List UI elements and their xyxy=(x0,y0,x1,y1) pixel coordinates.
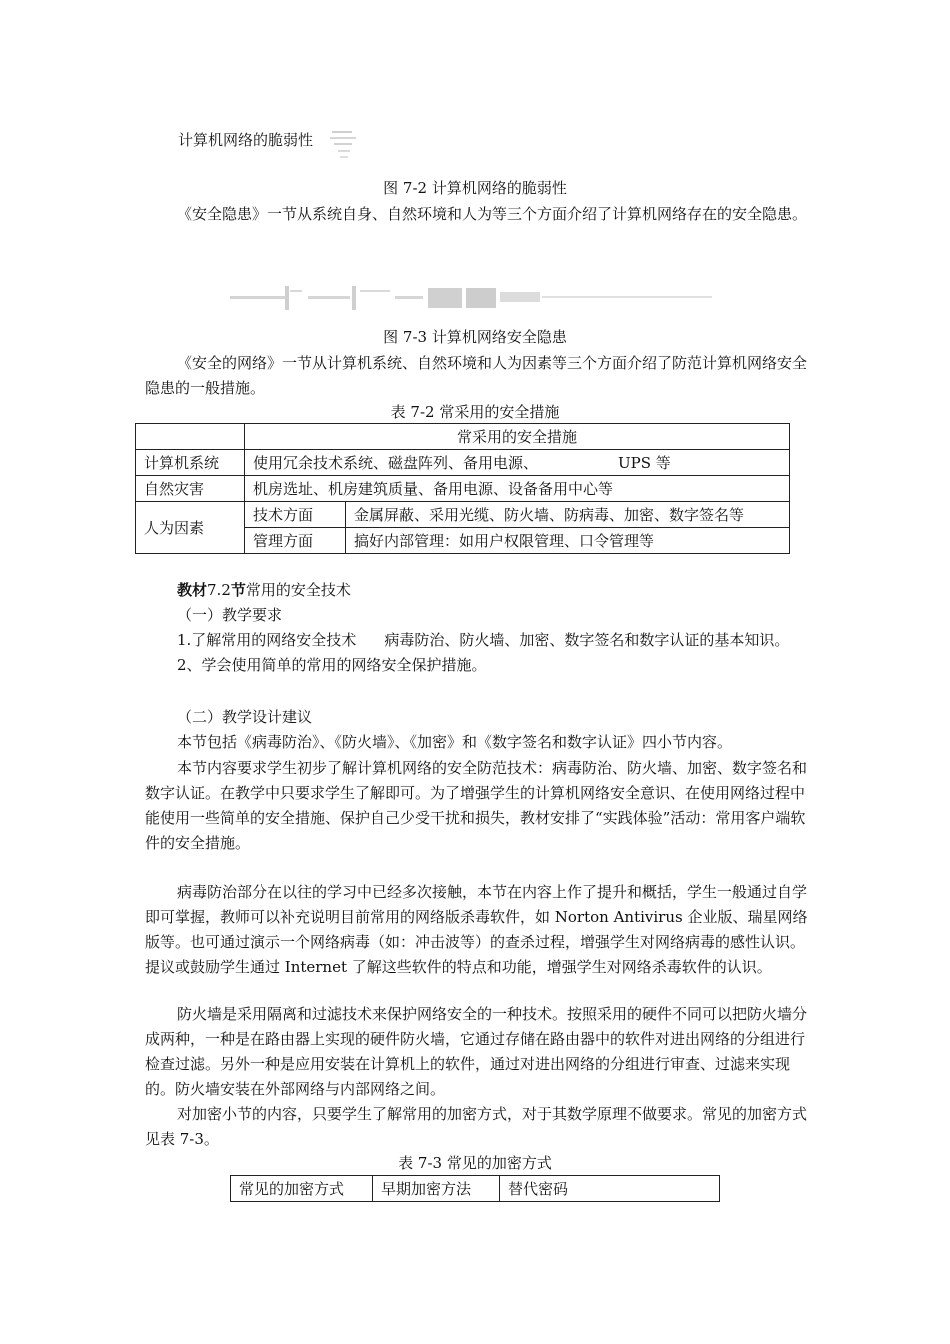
table-7-3 xyxy=(230,1175,720,1202)
table-header: 常采用的安全措施 xyxy=(245,424,790,450)
figure-7-3-graphic xyxy=(230,284,720,314)
table-cell xyxy=(245,450,790,476)
teaching-requirements-title: （一）教学要求 xyxy=(177,606,283,624)
table-7-2-caption: 表 7-2 常采用的安全措施 xyxy=(390,403,560,421)
table-sub-label: 管理方面 xyxy=(245,528,346,554)
table-row xyxy=(136,424,790,450)
table-cell-empty xyxy=(136,424,245,450)
table-cell: 替代密码 xyxy=(500,1176,720,1202)
figure-7-3-diagram xyxy=(230,284,720,314)
figure-7-3-caption: 图 7-3 计算机网络安全隐患 xyxy=(383,328,567,346)
figure-7-2-thumbnail xyxy=(328,128,358,162)
design-paragraph-1: 本节包括《病毒防治》、《防火墙》、《加密》和《数字签名和数字认证》四小节内容。 xyxy=(177,733,733,751)
table-row xyxy=(136,450,790,476)
table-cell: 搞好内部管理：如用户权限管理、口令管理等 xyxy=(346,528,790,554)
section-heading-unit: 节 xyxy=(230,581,246,599)
section-heading-number: 7.2 xyxy=(207,581,231,599)
table-row-label: 人为因素 xyxy=(136,502,245,554)
requirement-1: 1.了解常用的网络安全技术 病毒防治、防火墙、加密、数字签名和数字认证的基本知识。 xyxy=(177,631,790,649)
encryption-paragraph: 对加密小节的内容，只要学生了解常用的加密方式，对于其数学原理不做要求。常见的加密方式见表 7-3。 xyxy=(145,1105,808,1148)
table-cell: 早期加密方法 xyxy=(373,1176,500,1202)
table-cell: 机房选址、机房建筑质量、备用电源、设备备用中心等 xyxy=(245,476,790,502)
virus-paragraph: 病毒防治部分在以往的学习中已经多次接触，本节在内容上作了提升和概括，学生一般通过自学即可掌握，教师可以补充说明目前常用的网络版杀毒软件，如 Norton Antivirus 企业版、瑞星网络版等。也可通过演示一个网络病毒（如：冲击波等）的查杀过程，增强学生对网络病毒的感性认识。提议或鼓励学生通过 Internet 了解这些软件的特点和功能，增强学生对网络杀毒软件的认识。 xyxy=(145,883,808,976)
section-heading-prefix: 教材 xyxy=(177,581,208,599)
table-cell-text: 使用冗余技术系统、磁盘阵列、备用电源、 xyxy=(253,454,539,472)
table-row-label: 自然灾害 xyxy=(136,476,245,502)
table-row xyxy=(231,1176,720,1202)
teaching-design-title: （二）教学设计建议 xyxy=(177,708,313,726)
figure-7-2-caption: 图 7-2 计算机网络的脆弱性 xyxy=(383,179,567,197)
table-cell-text-ups: UPS 等 xyxy=(618,454,671,472)
section-heading-title: 常用的安全技术 xyxy=(245,581,351,599)
table-cell: 金属屏蔽、采用光缆、防火墙、防病毒、加密、数字签名等 xyxy=(346,502,790,528)
paragraph-hidden-dangers: 《安全隐患》一节从系统自身、自然环境和人为等三个方面介绍了计算机网络存在的安全隐患。 xyxy=(177,205,808,223)
figure-7-2-graphic xyxy=(328,128,358,162)
design-paragraph-2: 本节内容要求学生初步了解计算机网络的安全防范技术：病毒防治、防火墙、加密、数字签名和数字认证。在教学中只要求学生了解即可。为了增强学生的计算机网络安全意识、在使用网络过程中能使用一些简单的安全措施、保护自己少受干扰和损失，教材安排了“实践体验”活动：常用客户端软件的安全措施。 xyxy=(145,759,808,852)
table-sub-label: 技术方面 xyxy=(245,502,346,528)
paragraph-safe-network: 《安全的网络》一节从计算机系统、自然环境和人为因素等三个方面介绍了防范计算机网络安全隐患的一般措施。 xyxy=(145,354,808,397)
requirement-2: 2、学会使用简单的常用的网络安全保护措施。 xyxy=(177,656,487,674)
table-row xyxy=(136,502,790,528)
firewall-paragraph: 防火墙是采用隔离和过滤技术来保护网络安全的一种技术。按照采用的硬件不同可以把防火墙分成两种，一种是在路由器上实现的硬件防火墙，它通过存储在路由器中的软件对进出网络的分组进行检查过滤。另外一种是应用安装在计算机上的软件，通过对进出网络的分组进行审查、过滤来实现的。防火墙安装在外部网络与内部网络之间。 xyxy=(145,1005,808,1098)
table-row xyxy=(136,476,790,502)
table-7-2 xyxy=(135,423,790,554)
table-7-3-caption: 表 7-3 常见的加密方式 xyxy=(398,1154,552,1172)
section-heading xyxy=(177,579,351,600)
table-row-label: 计算机系统 xyxy=(136,450,245,476)
figure-7-2-inline-label: 计算机网络的脆弱性 xyxy=(178,131,314,149)
table-cell: 常见的加密方式 xyxy=(231,1176,373,1202)
